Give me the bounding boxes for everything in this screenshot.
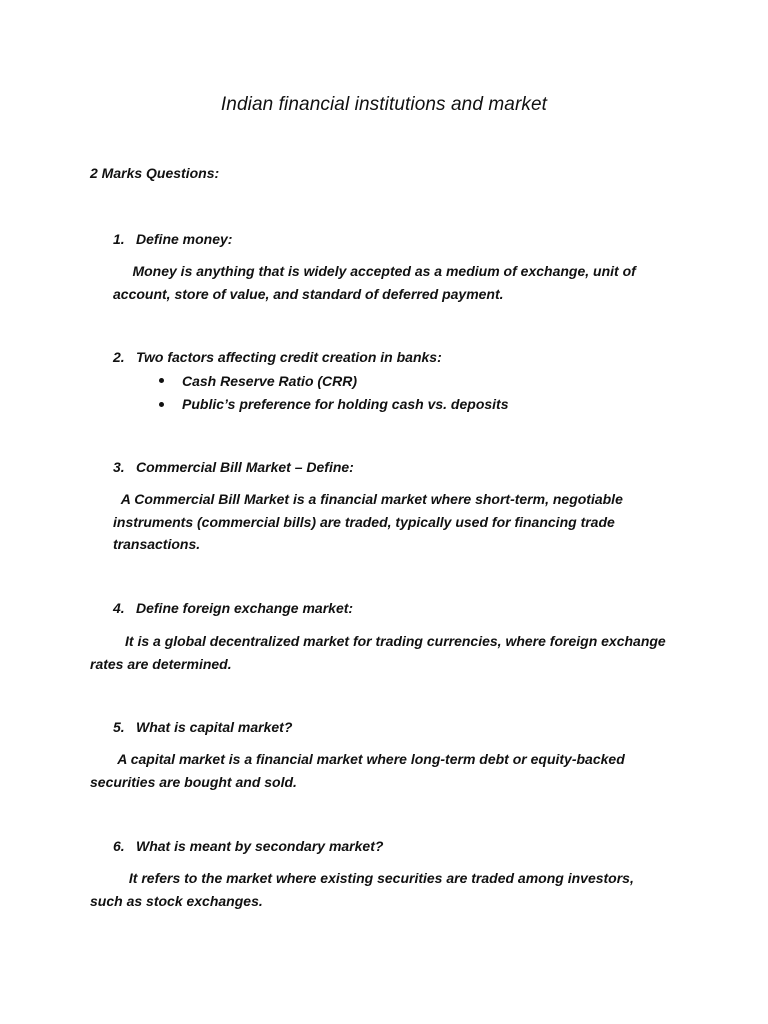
question-5-heading — [113, 719, 292, 735]
question-text: Commercial Bill Market – Define: — [136, 459, 354, 475]
list-item-text: Cash Reserve Ratio (CRR) — [182, 372, 358, 389]
question-number: 6. — [113, 838, 125, 854]
bullet-icon — [159, 378, 164, 383]
section-heading: 2 Marks Questions: — [90, 165, 220, 181]
answer-2-bullet-list — [158, 369, 509, 416]
question-3-heading — [113, 459, 354, 475]
question-text: What is meant by secondary market? — [136, 838, 384, 854]
bullet-icon — [159, 402, 164, 407]
answer-6: It refers to the market where existing securities are traded among investors, such as stock exchanges. — [90, 870, 634, 909]
question-text: What is capital market? — [136, 719, 293, 735]
answer-1: Money is anything that is widely accepted as a medium of exchange, unit of account, store of value, and standard of deferred payment. — [113, 263, 636, 302]
answer-4: It is a global decentralized market for trading currencies, where foreign exchange rates are determined. — [90, 633, 666, 672]
question-text: Define foreign exchange market: — [136, 600, 354, 616]
answer-3: A Commercial Bill Market is a financial market where short-term, negotiable instruments (commercial bills) are traded, typically used for financing trade transactions. — [113, 491, 623, 552]
list-item — [158, 369, 509, 393]
answer-5: A capital market is a financial market where long-term debt or equity-backed securities are bought and sold. — [90, 751, 625, 790]
question-text: Two factors affecting credit creation in banks: — [136, 349, 442, 365]
question-1-heading — [113, 231, 232, 247]
question-text: Define money: — [136, 231, 233, 247]
question-2-heading — [113, 349, 442, 365]
question-number: 3. — [113, 459, 125, 475]
question-number: 4. — [113, 600, 125, 616]
question-4-heading — [113, 600, 353, 616]
list-item-text: Public’s preference for holding cash vs. deposits — [182, 396, 509, 413]
question-6-heading — [113, 838, 383, 854]
question-number: 1. — [113, 231, 125, 247]
question-number: 2. — [113, 349, 125, 365]
question-number: 5. — [113, 719, 125, 735]
list-item — [158, 393, 509, 417]
document-title: Indian financial institutions and market — [220, 94, 548, 115]
